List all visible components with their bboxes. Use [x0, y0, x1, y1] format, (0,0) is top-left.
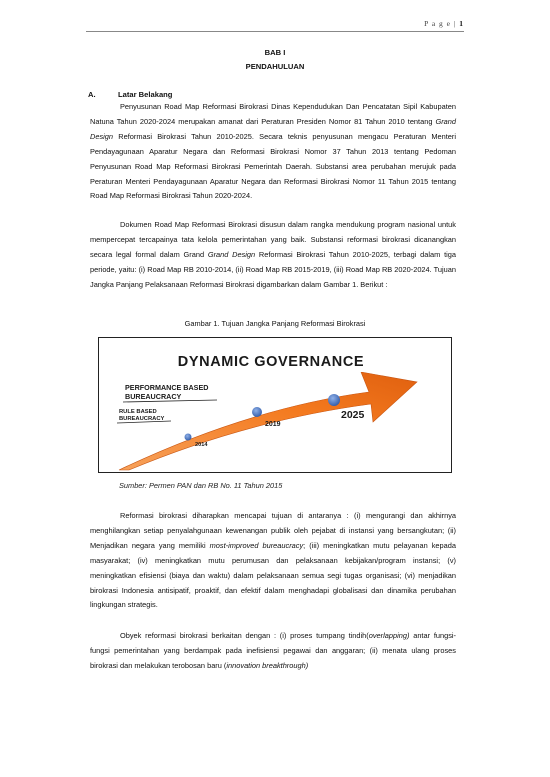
year-2019: 2019	[265, 421, 281, 428]
paragraph-1-italic: Grand Design	[90, 116, 456, 141]
section-heading	[88, 90, 172, 99]
dynamic-governance-label: DYNAMIC GOVERNANCE	[177, 354, 365, 370]
chapter-number: BAB I	[264, 48, 286, 57]
paragraph-3-italic: most-improved bureaucracy	[209, 540, 304, 550]
performance-label: PERFORMANCE BASED	[125, 383, 209, 392]
section-title: Latar Belakang	[118, 90, 173, 99]
paragraph-4-italic-a: overlapping)	[368, 631, 410, 640]
paragraph-2	[90, 218, 456, 293]
paragraph-3-text-b: ; (iii) meningkatkan mutu pelayanan kepada masyarakat; (iv) meningkatkan mutu perumusan dan pelaksanaan kebijakan/program instansi; (v) meningkatkan efisiensi (biaya dan waktu) dalam pelaksanaan semua segi tugas organisasi; (vi) menjadikan birokrasi Indonesia antisipatif, proaktif, dan efektif dalam menghadapi globalisasi dan dinamika perubahan lingkungan strategis.	[90, 540, 456, 610]
paragraph-1-text-a: Penyusunan Road Map Reformasi Birokrasi Dinas Kependudukan Dan Pencatatan Sipil Kabupaten Natuna Tahun 2020-2024 merupakan amanat dari Peraturan Presiden Nomor 81 Tahun 2010 tentang	[90, 102, 456, 126]
paragraph-2-text-a: Dokumen Road Map Reformasi Birokrasi disusun dalam rangka mendukung program nasional untuk mempercepat tercapainya tata kelola pemerintahan yang baik. Substansi reformasi birokrasi dicanangkan secara legal formal dalam Grand	[90, 220, 456, 259]
paragraph-4-italic-b: innovation breakthrough)	[226, 660, 309, 670]
header-divider	[86, 31, 464, 32]
performance-label-2: BUREAUCRACY	[125, 392, 182, 401]
roadmap-arrow-graphic	[99, 338, 451, 472]
paragraph-3	[90, 509, 456, 613]
year-2014: 2014	[195, 442, 208, 448]
figure-source: Sumber: Permen PAN dan RB No. 11 Tahun 2015	[119, 481, 283, 490]
page-label: P a g e |	[424, 19, 457, 28]
paragraph-2-text-b: Reformasi Birokrasi Tahun 2010-2025, terbagi dalam tiga periode, yaitu: (i) Road Map RB 2010-2014, (ii) Road Map RB 2015-2019, (iii) Road Map RB 2020-2024. Tujuan Jangka Panjang Pelaksanaan Reformasi Birokrasi digambarkan dalam Gambar 1. Berikut :	[90, 249, 456, 289]
rule-label-2: BUREAUCRACY	[119, 416, 165, 422]
section-number: A.	[88, 90, 96, 99]
paragraph-4-text-b: antar fungsi-fungsi pemerintahan yang berdampak pada inefisiensi pegawai dan anggaran; (ii) menata ulang proses birokrasi dan melakukan terobosan baru (	[90, 631, 456, 670]
figure-roadmap	[98, 337, 452, 473]
milestone-dot-2019	[252, 407, 262, 417]
page-number	[424, 19, 464, 28]
paragraph-1	[90, 100, 456, 204]
milestone-dot-2025	[328, 394, 340, 406]
milestone-dot-2014	[185, 434, 192, 441]
year-2025: 2025	[341, 409, 365, 421]
paragraph-2-italic: Grand Design	[207, 249, 256, 259]
page-number-value: 1	[459, 19, 464, 28]
chapter-title: PENDAHULUAN	[245, 62, 305, 71]
rule-label: RULE BASED	[119, 409, 157, 415]
figure-caption: Gambar 1. Tujuan Jangka Panjang Reformasi Birokrasi	[184, 319, 366, 328]
paragraph-4-text-a: Obyek reformasi birokrasi berkaitan dengan : (i) proses tumpang tindih(	[120, 631, 369, 640]
paragraph-3-text-a: Reformasi birokrasi diharapkan mencapai tujuan di antaranya : (i) mengurangi dan akhirnya menghilangkan setiap penyalahgunaan kewenangan publik oleh pejabat di instansi yang bersangkutan; (ii) Menjadikan negara yang memiliki	[90, 511, 456, 550]
page-header	[0, 0, 550, 30]
paragraph-1-text-b: Reformasi Birokrasi Tahun 2010-2025. Secara teknis penyusunan mengacu Peraturan Menteri Pendayagunaan Aparatur Negara dan Reformasi Birokrasi Nomor 37 Tahun 2013 tentang Pedoman Penyusunan Road Map Reformasi Birokrasi Pemerintah Daerah. Substansi area perubahan merujuk pada Peraturan Menteri Pendayagunaan Aparatur Negara dan Reformasi Birokrasi Nomor 11 Tahun 2015 tentang Road Map Reformasi Birokrasi Tahun 2020-2024.	[90, 131, 456, 201]
paragraph-4	[90, 629, 456, 674]
